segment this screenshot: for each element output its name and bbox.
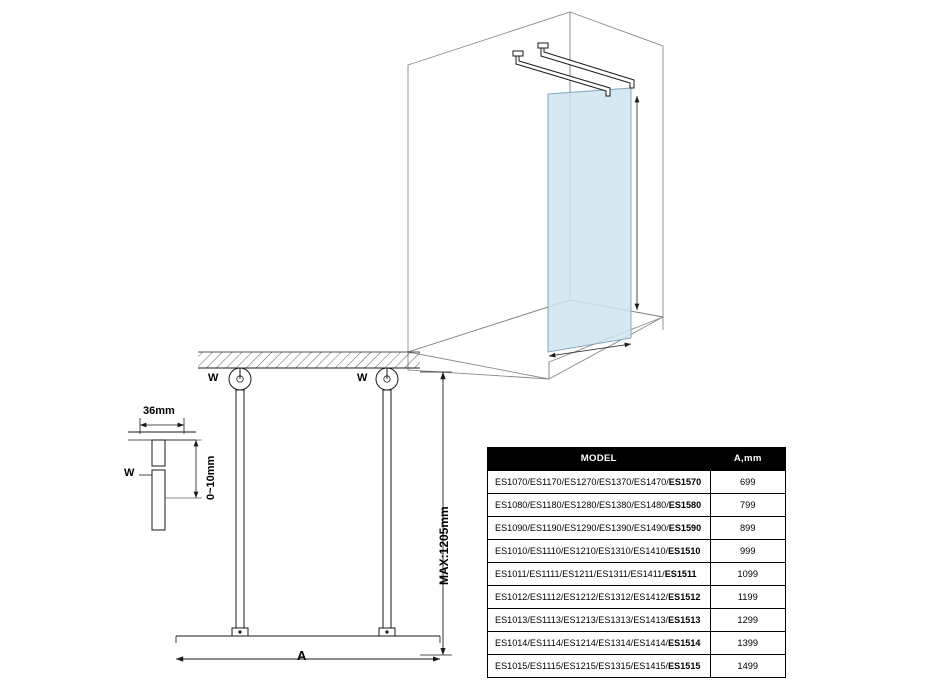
model-prefix: ES1013/ES1113/ES1213/ES1313/ES1413/ — [495, 615, 669, 625]
cell-model — [488, 609, 711, 632]
table-row — [488, 540, 786, 563]
cell-model — [488, 471, 711, 494]
label-w-left: W — [208, 372, 219, 384]
cell-model — [488, 494, 711, 517]
model-highlight: ES1511 — [664, 569, 697, 579]
model-spec-table — [487, 447, 786, 678]
cell-a-value: 1399 — [710, 632, 785, 655]
cell-model — [488, 655, 711, 678]
perspective-view — [408, 12, 663, 379]
model-prefix: ES1010/ES1110/ES1210/ES1310/ES1410/ — [495, 546, 669, 556]
cell-model — [488, 517, 711, 540]
table-row — [488, 563, 786, 586]
model-highlight: ES1513 — [668, 615, 701, 625]
table-row — [488, 655, 786, 678]
model-highlight: ES1580 — [668, 500, 702, 510]
cell-model — [488, 586, 711, 609]
label-w-right: W — [357, 372, 368, 384]
table-row — [488, 586, 786, 609]
cell-model — [488, 563, 711, 586]
label-dim-a: A — [297, 648, 307, 663]
cell-a-value: 1499 — [710, 655, 785, 678]
cell-a-value: 1099 — [710, 563, 785, 586]
table-row — [488, 632, 786, 655]
cell-a-value: 1299 — [710, 609, 785, 632]
table-row — [488, 494, 786, 517]
table-row — [488, 609, 786, 632]
model-prefix: ES1070/ES1170/ES1270/ES1370/ES1470/ — [495, 477, 669, 487]
label-w-detail: W — [124, 467, 135, 479]
model-prefix: ES1012/ES1112/ES1212/ES1312/ES1412/ — [495, 592, 669, 602]
model-highlight: ES1514 — [668, 638, 701, 648]
header-a: A,mm — [710, 448, 785, 471]
cell-model — [488, 632, 711, 655]
model-prefix: ES1014/ES1114/ES1214/ES1314/ES1414/ — [495, 638, 669, 648]
model-prefix: ES1011/ES1111/ES1211/ES1311/ES1411/ — [495, 569, 665, 579]
cell-a-value: 1199 — [710, 586, 785, 609]
front-elevation — [176, 352, 452, 659]
cell-a-value: 699 — [710, 471, 785, 494]
cell-a-value: 899 — [710, 517, 785, 540]
model-highlight: ES1510 — [668, 546, 701, 556]
cell-model — [488, 540, 711, 563]
model-prefix: ES1015/ES1115/ES1215/ES1315/ES1415/ — [495, 661, 669, 671]
table-row — [488, 517, 786, 540]
table-row — [488, 471, 786, 494]
detail-view — [128, 418, 202, 530]
model-prefix: ES1090/ES1190/ES1290/ES1390/ES1490/ — [495, 523, 669, 533]
header-model: MODEL — [488, 448, 711, 471]
label-width-36: 36mm — [143, 405, 175, 417]
cell-a-value: 799 — [710, 494, 785, 517]
model-highlight: ES1515 — [668, 661, 701, 671]
model-highlight: ES1570 — [668, 477, 702, 487]
model-prefix: ES1080/ES1180/ES1280/ES1380/ES1480/ — [495, 500, 669, 510]
table-header-row — [488, 448, 786, 471]
label-max-height: MAX:1205mm — [437, 506, 451, 585]
model-highlight: ES1512 — [668, 592, 701, 602]
cell-a-value: 999 — [710, 540, 785, 563]
model-highlight: ES1590 — [668, 523, 702, 533]
label-gap-range: 0~10mm — [205, 455, 217, 500]
